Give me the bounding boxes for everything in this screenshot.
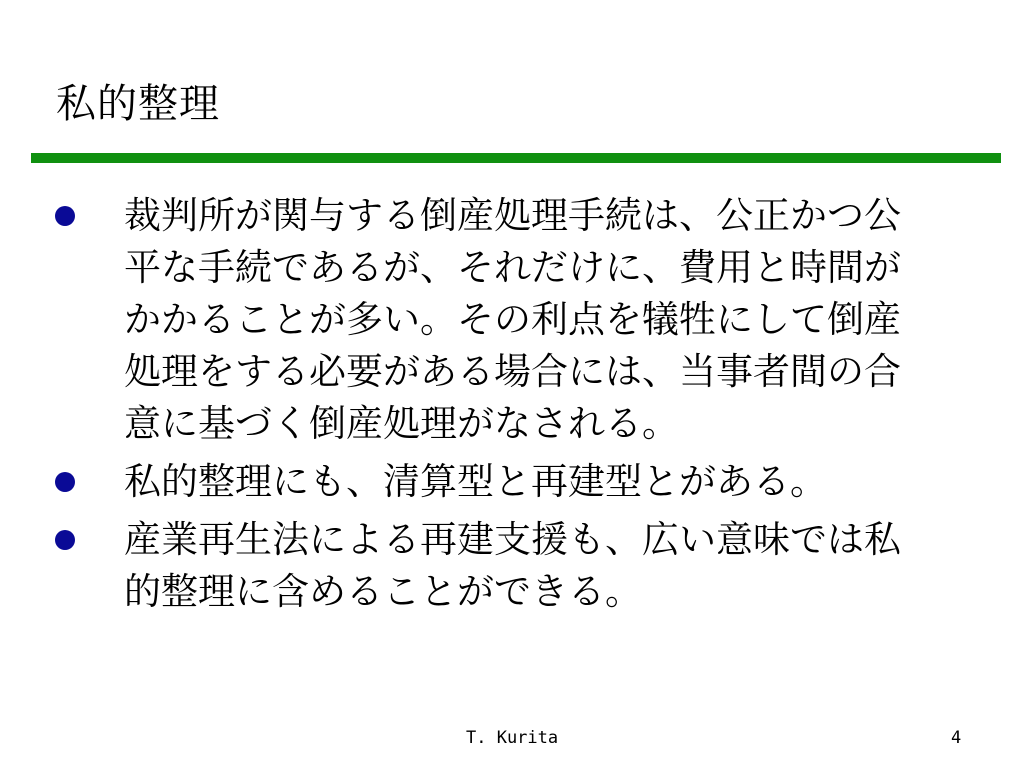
bullet-list xyxy=(0,190,1024,624)
bullet-text: 裁判所が関与する倒産処理手続は、公正かつ公 平な手続であるが、それだけに、費用と時間が かかることが多い。その利点を犠牲にして倒産 処理をする必要がある場合には、当事者間の合 意に基づく倒産処理がなされる。 xyxy=(124,194,901,445)
bullet-item xyxy=(0,514,960,618)
bullet-item xyxy=(0,456,960,508)
bullet-icon xyxy=(55,530,75,550)
bullet-icon xyxy=(55,206,75,226)
bullet-text: 私的整理にも、清算型と再建型とがある。 xyxy=(124,460,827,503)
bullet-icon xyxy=(55,472,75,492)
page-number: 4 xyxy=(951,728,962,748)
bullet-item xyxy=(0,190,960,450)
title-divider xyxy=(31,153,1001,163)
footer-author: T. Kurita xyxy=(466,728,559,748)
slide-title: 私的整理 xyxy=(56,81,220,127)
bullet-text: 産業再生法による再建支援も、広い意味では私 的整理に含めることができる。 xyxy=(124,518,901,613)
